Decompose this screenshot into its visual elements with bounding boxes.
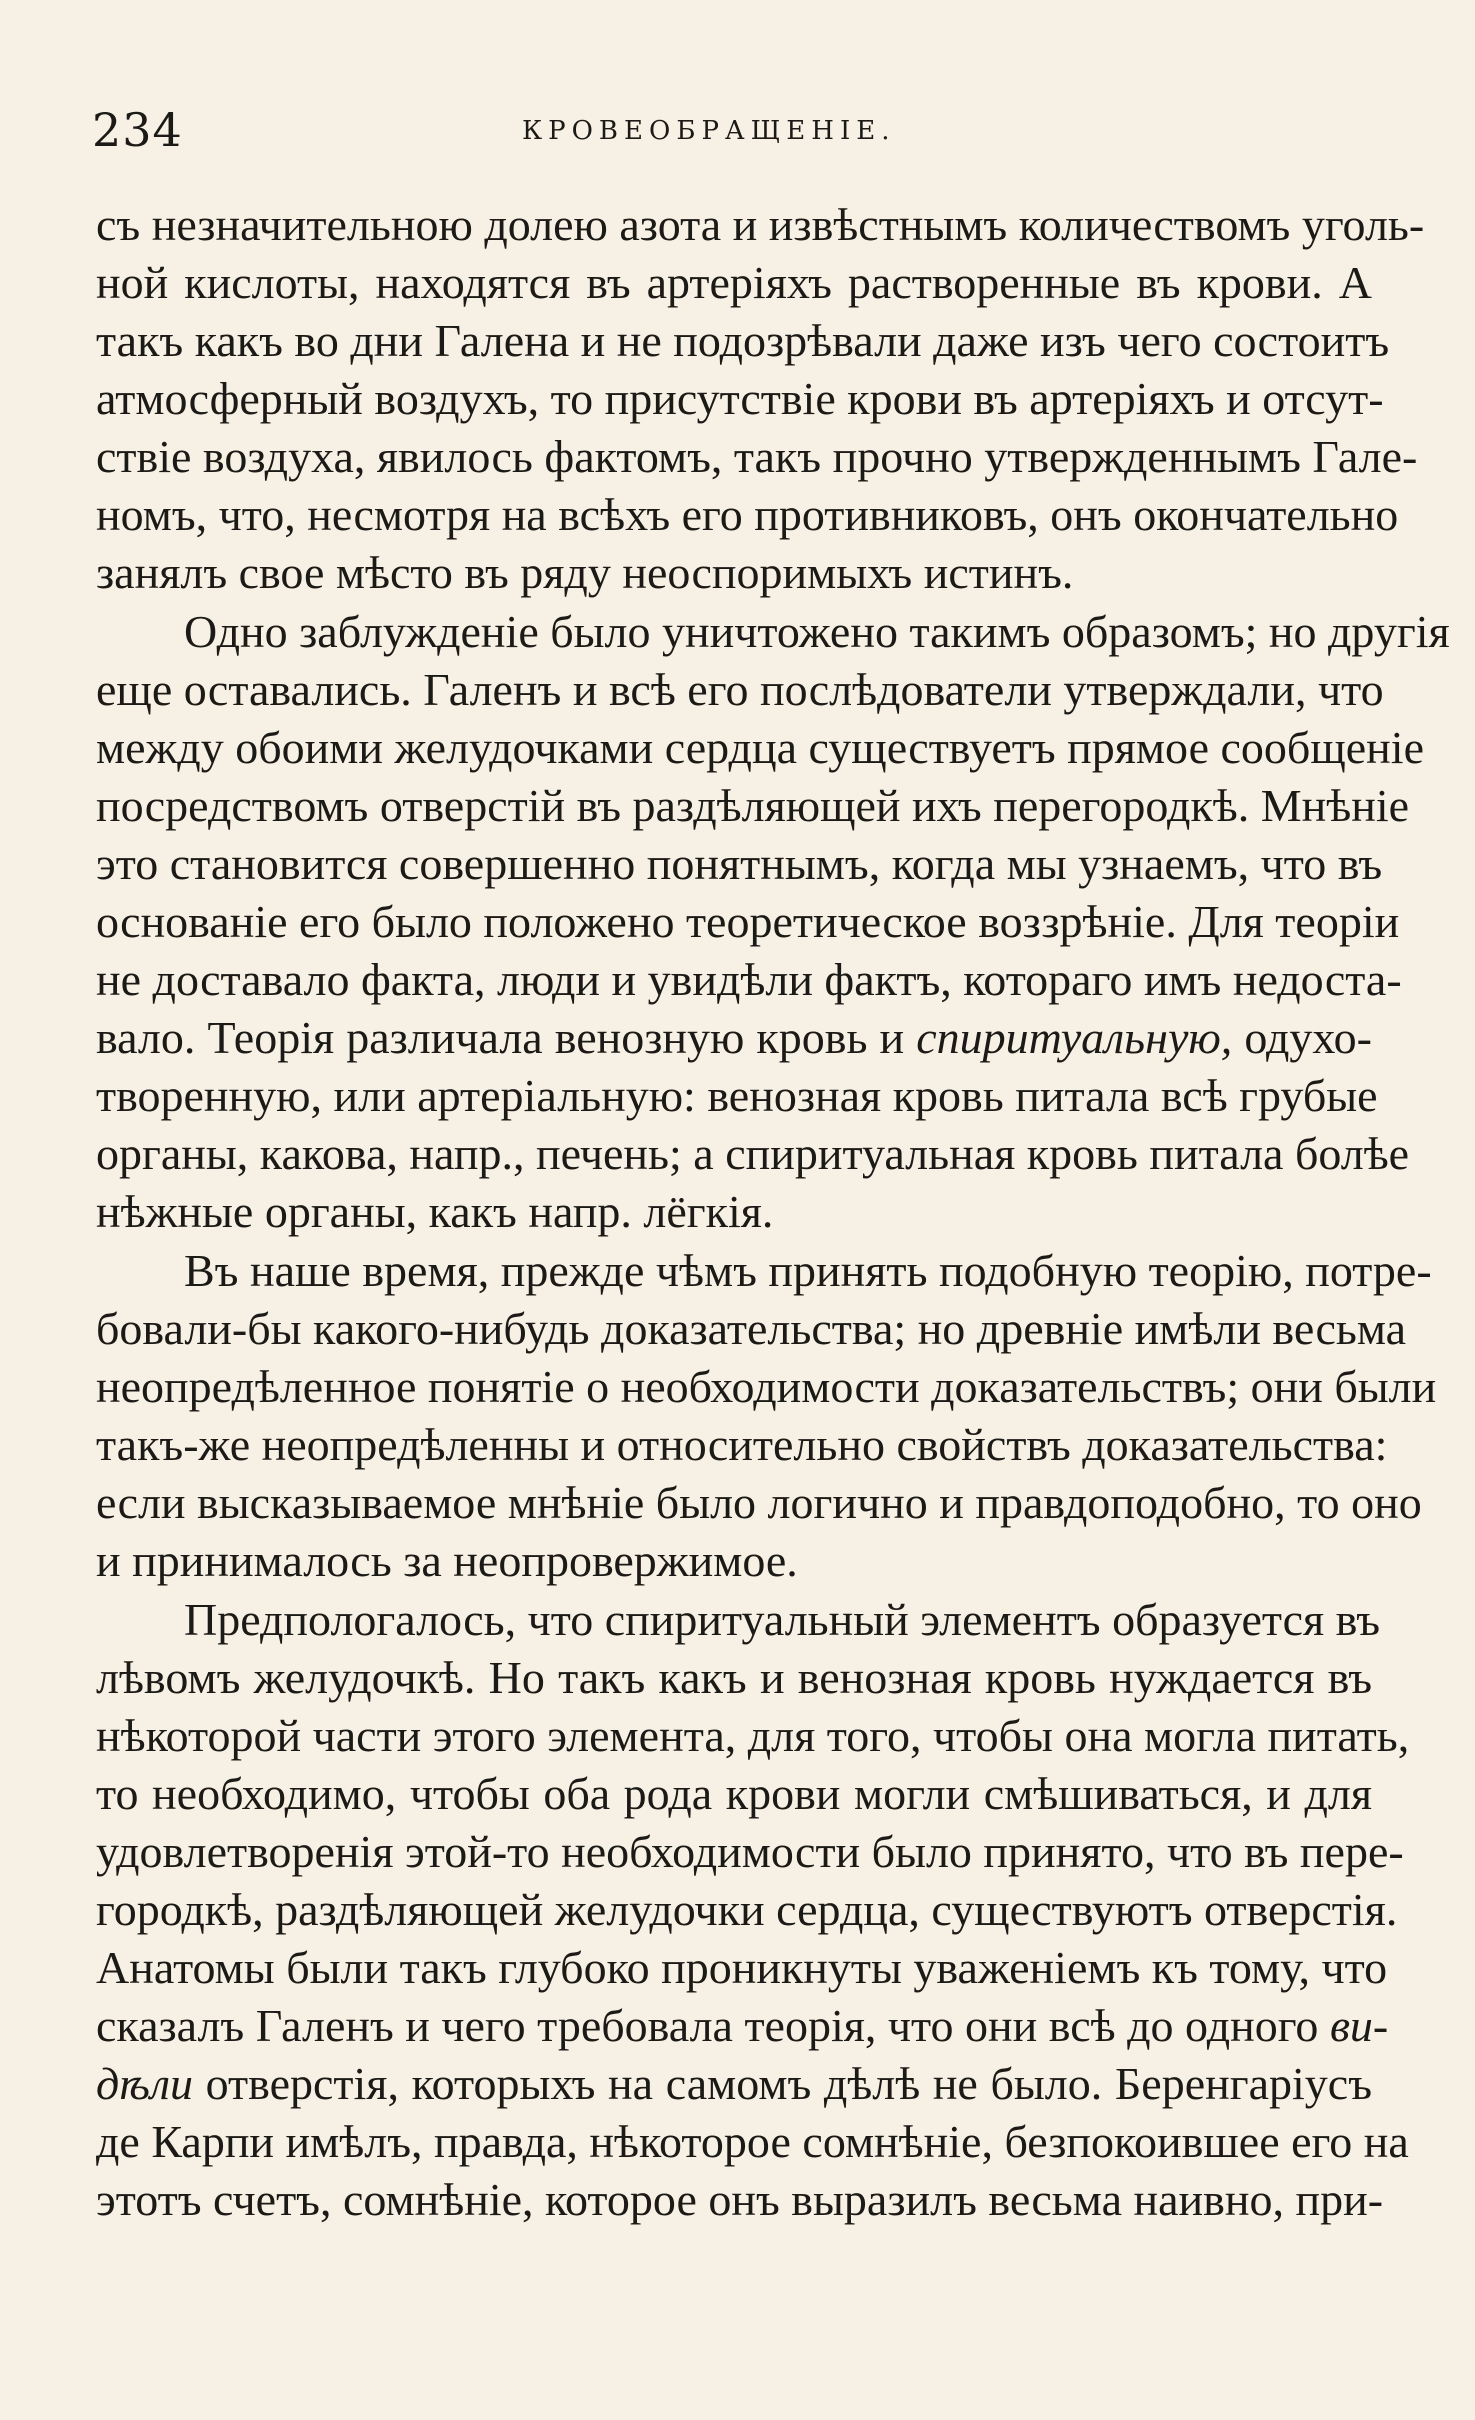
- text-segment: основаніе его было положено теоретическое воззрѣніе. Для теоріи: [96, 896, 1400, 947]
- text-segment: этотъ счетъ, сомнѣніе, которое онъ выразилъ весьма наивно, при-: [96, 2174, 1384, 2225]
- text-segment: ствіе воздуха, явилось фактомъ, такъ прочно утвержденнымъ Гале-: [96, 431, 1418, 482]
- page-header: [92, 100, 1392, 160]
- text-segment: одухо-: [1232, 1012, 1372, 1063]
- text-line: [96, 370, 1384, 428]
- text-line: [96, 1358, 1437, 1416]
- text-segment: атмосферный воздухъ, то присутствіе крови въ артеріяхъ и отсут-: [96, 373, 1384, 424]
- text-line: [96, 428, 1418, 486]
- text-line: [96, 312, 1390, 370]
- text-segment: Одно заблужденіе было уничтожено такимъ образомъ; но другія: [184, 606, 1450, 657]
- text-line: [96, 1939, 1388, 1997]
- text-segment: не доставало факта, люди и увидѣли фактъ, котораго имъ недоста-: [96, 954, 1402, 1005]
- text-segment: вало. Теорія различала венозную кровь и: [96, 1012, 917, 1063]
- text-line: [96, 2113, 1409, 2171]
- text-segment: удовлетворенія этой-то необходимости было принято, что въ пере-: [96, 1826, 1404, 1877]
- text-segment: органы, какова, напр., печень; а спиритуальная кровь питала болѣе: [96, 1128, 1410, 1179]
- text-segment: номъ, что, несмотря на всѣхъ его противниковъ, онъ окончательно: [96, 489, 1399, 540]
- text-line: [96, 893, 1400, 951]
- text-line: [96, 544, 1372, 602]
- text-line: [96, 1300, 1407, 1358]
- text-line: [96, 1881, 1398, 1939]
- text-line: [96, 1474, 1422, 1532]
- text-line: [96, 2171, 1384, 2229]
- text-segment: Анатомы были такъ глубоко проникнуты уваженіемъ къ тому, что: [96, 1942, 1388, 1993]
- text-line: [96, 1242, 1432, 1300]
- text-segment: де Карпи имѣлъ, правда, нѣкоторое сомнѣніе, безпокоившее его на: [96, 2116, 1409, 2167]
- italic-text: дѣли: [96, 2058, 194, 2109]
- text-segment: лѣвомъ желудочкѣ. Но такъ какъ и венозная кровь нуждается въ: [96, 1652, 1372, 1703]
- text-segment: Въ наше время, прежде чѣмъ принять подобную теорію, потре-: [184, 1245, 1432, 1296]
- text-segment: это становится совершенно понятнымъ, когда мы узнаемъ, что въ: [96, 838, 1383, 889]
- text-segment: городкѣ, раздѣляющей желудочки сердца, существуютъ отверстія.: [96, 1884, 1398, 1935]
- text-segment: такъ какъ во дни Галена и не подозрѣвали даже изъ чего состоитъ: [96, 315, 1390, 366]
- text-line: [96, 835, 1383, 893]
- text-line: [96, 1183, 1372, 1241]
- text-segment: то необходимо, чтобы оба рода крови могли смѣшиваться, и для: [96, 1768, 1372, 1819]
- text-line: [96, 196, 1425, 254]
- page-number: 234: [92, 103, 183, 157]
- text-segment: еще оставались. Галенъ и всѣ его послѣдователи утверждали, что: [96, 664, 1384, 715]
- text-segment: ной кислоты, находятся въ артеріяхъ растворенные въ крови. А: [96, 257, 1372, 308]
- text-line: [96, 1591, 1381, 1649]
- text-segment: если высказываемое мнѣніе было логично и правдоподобно, то оно: [96, 1477, 1422, 1528]
- text-line: [96, 486, 1399, 544]
- text-line: [96, 1823, 1404, 1881]
- text-line: [96, 1649, 1372, 1707]
- text-line: [96, 254, 1372, 312]
- text-line: [96, 603, 1450, 661]
- text-segment: сказалъ Галенъ и чего требовала теорія, что они всѣ до одного: [96, 2000, 1330, 2051]
- text-segment: такъ-же неопредѣленны и относительно свойствъ доказательства:: [96, 1419, 1388, 1470]
- paragraph: [96, 1591, 1410, 2229]
- text-segment: нѣкоторой части этого элемента, для того, чтобы она могла питать,: [96, 1710, 1410, 1761]
- text-line: [96, 777, 1410, 835]
- text-line: [96, 661, 1384, 719]
- text-line: [96, 1707, 1410, 1765]
- text-line: [96, 1009, 1372, 1067]
- text-line: [96, 951, 1402, 1009]
- text-segment: и принималось за неопровержимое.: [96, 1535, 798, 1586]
- paragraph: [96, 603, 1450, 1241]
- paragraph: [96, 196, 1425, 602]
- text-segment: посредствомъ отверстій въ раздѣляющей ихъ перегородкѣ. Мнѣніе: [96, 780, 1410, 831]
- text-line: [96, 1416, 1388, 1474]
- text-segment: занялъ свое мѣсто въ ряду неоспоримыхъ истинъ.: [96, 547, 1074, 598]
- paragraph: [96, 1242, 1437, 1590]
- running-title: КРОВЕОБРАЩЕНІЕ.: [522, 116, 896, 146]
- text-segment: неопредѣленное понятіе о необходимости доказательствъ; они были: [96, 1361, 1437, 1412]
- text-line: [96, 1125, 1410, 1183]
- text-segment: творенную, или артеріальную: венозная кровь питала всѣ грубые: [96, 1070, 1378, 1121]
- text-line: [96, 1765, 1372, 1823]
- text-line: [96, 1997, 1389, 2055]
- italic-text: ви-: [1329, 2000, 1389, 2051]
- text-segment: Предпологалось, что спиритуальный элементъ образуется въ: [184, 1594, 1381, 1645]
- text-line: [96, 1067, 1378, 1125]
- italic-text: спиритуальную,: [916, 1012, 1233, 1063]
- text-segment: съ незначительною долею азота и извѣстнымъ количествомъ уголь-: [96, 199, 1425, 250]
- text-segment: между обоими желудочками сердца существуетъ прямое сообщеніе: [96, 722, 1424, 773]
- text-line: [96, 2055, 1372, 2113]
- text-line: [96, 1532, 1372, 1590]
- body-text: [96, 196, 1450, 2230]
- text-segment: отверстія, которыхъ на самомъ дѣлѣ не было. Беренгаріусъ: [193, 2058, 1372, 2109]
- text-segment: нѣжные органы, какъ напр. лёгкія.: [96, 1186, 774, 1237]
- text-line: [96, 719, 1424, 777]
- text-segment: бовали-бы какого-нибудь доказательства; но древніе имѣли весьма: [96, 1303, 1407, 1354]
